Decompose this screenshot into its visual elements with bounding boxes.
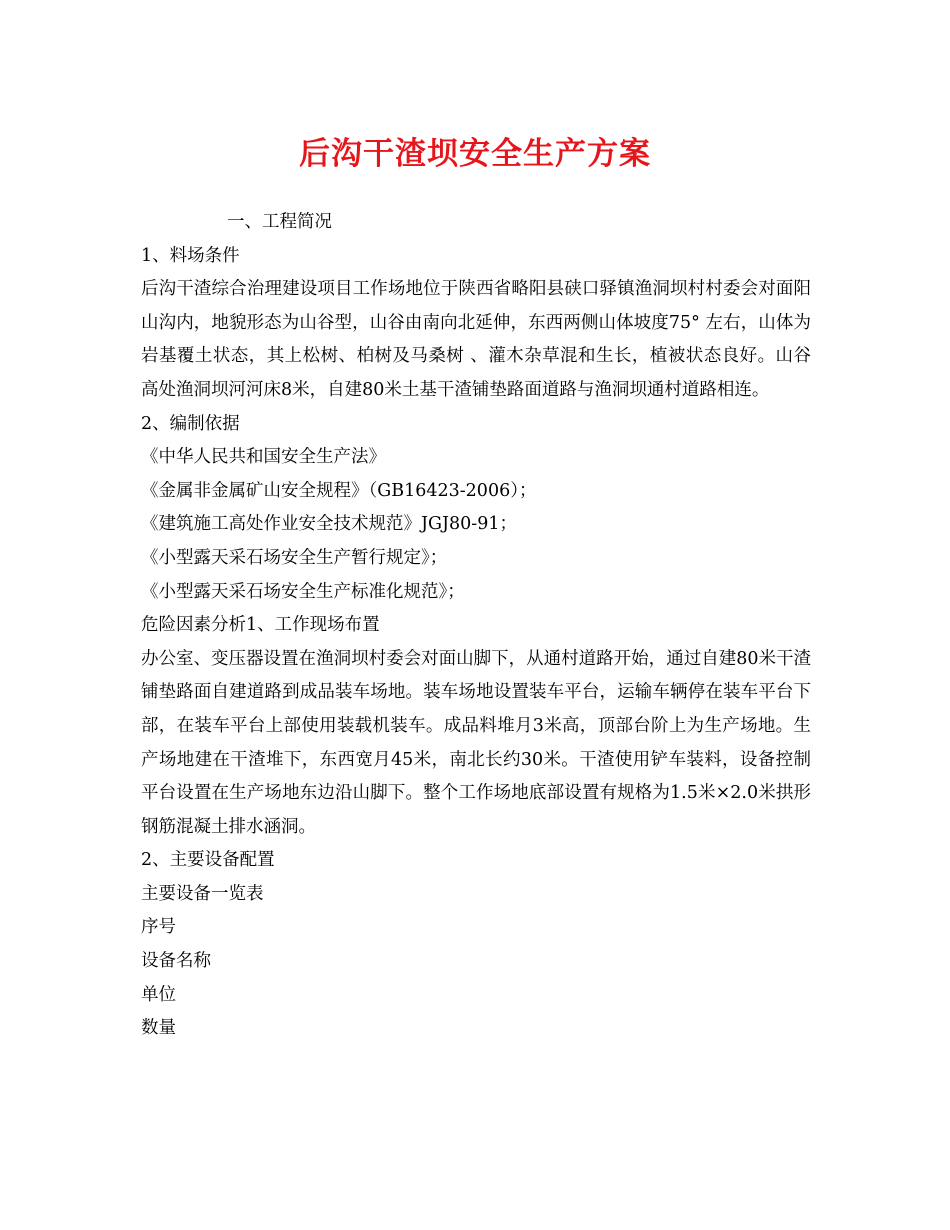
document-body [141,206,811,1046]
reference-item: 《小型露天采石场安全生产标准化规范》； [141,581,465,602]
paragraph-site-layout: 办公室、变压器设置在渔洞坝村委会对面山脚下，从通村道路开始，通过自建80米干渣铺垫路面自建道路到成品装车场地。装车场地设置装车平台，运输车辆停在装车平台下部，在装车平台上部使用装载机装车。成品料堆月3米高，顶部台阶上为生产场地。生产场地建在干渣堆下，东西宽月45米，南北长约30米。干渣使用铲车装料，设备控制平台设置在生产场地东边沿山脚下。整个工作场地底部设置有规格为1.5米×2.0米拱形钢筋混凝土排水涵洞。 [141,648,811,837]
table-header-cell: 数量 [141,1018,176,1039]
reference-item: 《中华人民共和国安全生产法》 [141,447,386,468]
reference-item: 《小型露天采石场安全生产暂行规定》； [141,547,448,568]
section-heading-project-overview: 一、工程简况 [227,212,332,232]
reference-item: 《金属非金属矿山安全规程》（GB16423-2006）； [141,480,537,501]
reference-item: 《建筑施工高处作业安全技术规范》JGJ80-91； [141,514,517,535]
subheading-hazard-analysis: 危险因素分析1、工作现场布置 [141,615,380,636]
subheading-basis: 2、编制依据 [141,413,240,434]
table-header-cell: 设备名称 [141,951,211,972]
paragraph-material-site: 后沟干渣综合治理建设项目工作场地位于陕西省略阳县硖口驿镇渔洞坝村村委会对面阳山沟内，地貌形态为山谷型，山谷由南向北延伸，东西两侧山体坡度75° 左右，山体为岩基覆土状态，其上松树、柏树及马桑树 、灌木杂草混和生长，植被状态良好。山谷高处渔洞坝河河床8米，自建80米土基干渣铺垫路面道路与渔洞坝通村道路相连。 [141,279,811,400]
document-title: 后沟干渣坝安全生产方案 [299,136,651,172]
subheading-equipment: 2、主要设备配置 [141,850,275,871]
equipment-table-title: 主要设备一览表 [141,883,264,904]
subheading-material-site: 1、料场条件 [141,245,240,266]
table-header-cell: 单位 [141,984,176,1005]
table-header-cell: 序号 [141,917,176,938]
